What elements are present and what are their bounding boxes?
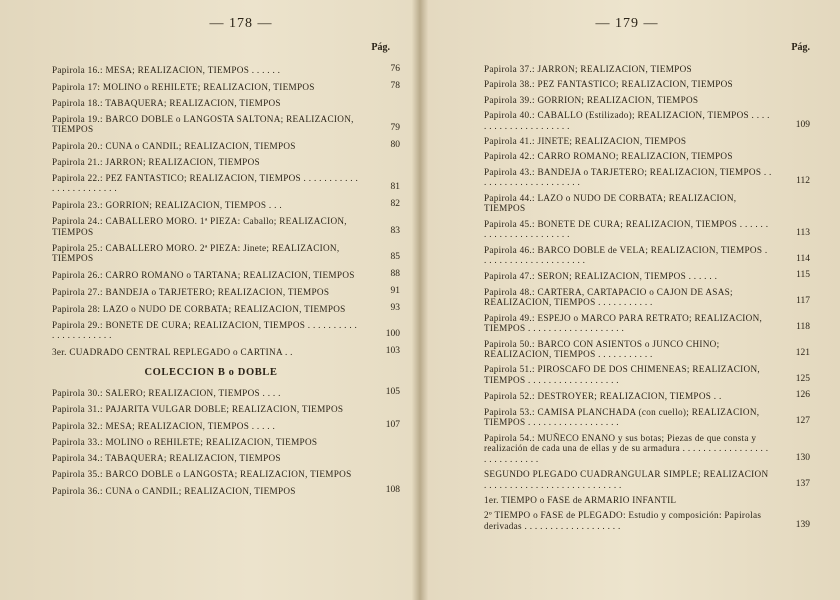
entry-title: Papirola 17: MOLINO o REHILETE; REALIZACION, TIEMPOS	[52, 81, 315, 92]
entry-title: Papirola 48.: CARTERA, CARTAPACIO o CAJON DE ASAS; REALIZACION, TIEMPOS . . . . . . . . . . .	[484, 286, 733, 308]
entry-page: 78	[390, 80, 400, 91]
toc-entry	[484, 270, 810, 282]
entry-title: Papirola 37.: JARRON; REALIZACION, TIEMPOS	[484, 64, 692, 74]
toc-list	[484, 64, 810, 531]
entry-title: Papirola 34.: TABAQUERA; REALIZACION, TIEMPOS	[52, 453, 281, 464]
entry-title: Papirola 21.: JARRON; REALIZACION, TIEMPOS	[52, 156, 260, 167]
entry-title: Papirola 26.: CARRO ROMANO o TARTANA; REALIZACION, TIEMPOS	[52, 269, 355, 280]
entry-page	[772, 104, 810, 105]
entry-title: Papirola 49.: ESPEJO o MARCO PARA RETRATO; REALIZACION, TIEMPOS . . . . . . . . . . . . . . . . . . .	[484, 312, 763, 334]
toc-list-b	[52, 387, 400, 496]
entry-title: Papirola 27.: BANDEJA o TARJETERO; REALIZACION, TIEMPOS	[52, 286, 330, 297]
toc-entry	[484, 136, 810, 147]
toc-entry	[52, 485, 400, 497]
entry-page: 127	[795, 416, 810, 427]
entry-page: 88	[390, 268, 400, 279]
toc-entry	[52, 81, 400, 93]
entry-title: Papirola 42.: CARRO ROMANO; REALIZACION, TIEMPOS	[484, 151, 733, 162]
toc-entry	[52, 243, 400, 264]
entry-title: 1er. TIEMPO o FASE de ARMARIO INFANTIL	[484, 494, 677, 505]
toc-entry	[52, 387, 400, 399]
entry-page	[362, 107, 400, 108]
entry-title: SEGUNDO PLEGADO CUADRANGULAR SIMPLE; REALIZACION . . . . . . . . . . . . . . . . . . . . . . . . . . .	[484, 469, 769, 490]
entry-page	[772, 74, 810, 75]
entry-page: 113	[796, 228, 810, 239]
entry-title: Papirola 30.: SALERO; REALIZACION, TIEMPOS . . . .	[52, 388, 281, 399]
entry-page: 83	[390, 225, 400, 236]
entry-page	[362, 447, 400, 448]
entry-title: Papirola 41.: JINETE; REALIZACION, TIEMPOS	[484, 136, 687, 147]
entry-page: 79	[390, 123, 400, 134]
entry-page	[362, 414, 400, 415]
page-number: — 179 —	[595, 16, 659, 31]
entry-title: Papirola 20.: CUNA o CANDIL; REALIZACION, TIEMPOS	[52, 141, 296, 152]
entry-page: 139	[795, 519, 810, 530]
entry-title: Papirola 39.: GORRION; REALIZACION, TIEMPOS	[484, 94, 699, 105]
entry-title: Papirola 38.: PEZ FANTASTICO; REALIZACION, TIEMPOS	[484, 79, 733, 90]
entry-title: Papirola 25.: CABALLERO MORO. 2ª PIEZA: Jinete; REALIZACION, TIEMPOS	[52, 242, 340, 264]
entry-page	[772, 213, 810, 214]
toc-entry	[52, 320, 400, 341]
entry-title: Papirola 23.: GORRION; REALIZACION, TIEMPOS . . .	[52, 200, 282, 211]
entry-title: Papirola 45.: BONETE DE CURA; REALIZACION, TIEMPOS . . . . . . . . . . . . . . . . . . . . . . .	[484, 218, 769, 240]
entry-title: Papirola 18.: TABAQUERA; REALIZACION, TIEMPOS	[52, 97, 281, 108]
entry-title: Papirola 47.: SERON; REALIZACION, TIEMPOS . . . . . .	[484, 271, 718, 282]
entry-title: Papirola 46.: BARCO DOBLE de VELA; REALIZACION, TIEMPOS . . . . . . . . . . . . . . . . . . . . .	[484, 244, 768, 266]
entry-title: Papirola 50.: BARCO CON ASIENTOS o JUNCO CHINO; REALIZACION, TIEMPOS . . . . . . . . . . .	[484, 338, 720, 360]
toc-entry	[52, 269, 400, 281]
toc-entry	[484, 407, 810, 428]
entry-page: 82	[390, 199, 400, 210]
entry-title: Papirola 52.: DESTROYER; REALIZACION, TIEMPOS . .	[484, 391, 722, 402]
entry-title: Papirola 51.: PIROSCAFO DE DOS CHIMENEAS; REALIZACION, TIEMPOS . . . . . . . . . . . . . . . . . .	[484, 364, 761, 385]
entry-title: Papirola 36.: CUNA o CANDIL; REALIZACION, TIEMPOS	[52, 485, 296, 496]
toc-entry	[52, 437, 400, 448]
entry-page: 100	[385, 329, 400, 340]
toc-entry	[484, 495, 810, 506]
toc-entry	[484, 339, 810, 360]
entry-page	[772, 89, 810, 90]
entry-title: Papirola 44.: LAZO o NUDO DE CORBATA; REALIZACION, TIEMPOS	[484, 192, 737, 214]
toc-entry	[484, 433, 810, 465]
entry-page	[772, 146, 810, 147]
toc-entry	[52, 453, 400, 464]
entry-page: 76	[390, 64, 400, 74]
toc-entry	[52, 303, 400, 315]
toc-entry	[484, 510, 810, 531]
toc-entry	[484, 313, 810, 334]
entry-page: 115	[796, 270, 810, 281]
entry-page: 126	[795, 390, 810, 401]
page-column-label: Pág.	[371, 42, 390, 53]
entry-page	[362, 478, 400, 479]
toc-entry	[484, 64, 810, 75]
page-column-label: Pág.	[791, 42, 810, 53]
toc-entry	[484, 110, 810, 131]
entry-page: 105	[385, 387, 400, 398]
entry-title: Papirola 32.: MESA; REALIZACION, TIEMPOS . . . . .	[52, 421, 276, 432]
right-page	[420, 0, 840, 600]
entry-page	[362, 463, 400, 464]
entry-page: 117	[796, 296, 810, 307]
toc-entry	[52, 469, 400, 480]
toc-entry	[484, 167, 810, 188]
entry-page: 91	[390, 285, 400, 296]
entry-title: Papirola 31.: PAJARITA VULGAR DOBLE; REALIZACION, TIEMPOS	[52, 404, 344, 415]
entry-page: 80	[390, 140, 400, 151]
entry-title: Papirola 35.: BARCO DOBLE o LANGOSTA; REALIZACION, TIEMPOS	[52, 468, 352, 479]
toc-entry	[484, 151, 810, 162]
entry-page: 130	[795, 452, 810, 463]
toc-entry	[484, 245, 810, 266]
entry-page: 107	[385, 420, 400, 431]
toc-entry	[52, 140, 400, 152]
toc-list	[52, 64, 400, 357]
entry-title: Papirola 19.: BARCO DOBLE o LANGOSTA SALTONA; REALIZACION, TIEMPOS	[52, 113, 354, 135]
entry-page: 112	[796, 176, 810, 187]
toc-entry	[484, 469, 810, 490]
toc-entry	[484, 390, 810, 402]
entry-page	[362, 166, 400, 167]
entry-title: 3er. CUADRADO CENTRAL REPLEGADO o CARTINA . .	[52, 346, 293, 357]
entry-page: 103	[385, 345, 400, 356]
entry-title: 2º TIEMPO o FASE de PLEGADO: Estudio y composición: Papirolas derivadas . . . . . . . . . . . . . . . . . . .	[484, 510, 762, 531]
toc-entry	[484, 219, 810, 240]
entry-page: 109	[795, 119, 810, 130]
toc-entry	[52, 157, 400, 168]
entry-title: Papirola 43.: BANDEJA o TARJETERO; REALIZACION, TIEMPOS . . . . . . . . . . . . . . . . . . . . .	[484, 166, 772, 188]
toc-entry	[52, 98, 400, 109]
toc-entry	[484, 79, 810, 90]
entry-title: Papirola 28: LAZO o NUDO DE CORBATA; REALIZACION, TIEMPOS	[52, 303, 346, 314]
toc-entry	[484, 193, 810, 214]
entry-page: 137	[795, 478, 810, 489]
entry-page: 118	[796, 322, 810, 333]
entry-page	[772, 504, 810, 505]
toc-entry	[52, 286, 400, 298]
entry-page: 81	[390, 182, 400, 193]
toc-entry	[52, 114, 400, 135]
page-number: — 178 —	[209, 16, 273, 31]
toc-entry	[484, 364, 810, 385]
entry-title: Papirola 22.: PEZ FANTASTICO; REALIZACION, TIEMPOS . . . . . . . . . . . . . . . . . . . . . . . .	[52, 172, 359, 194]
entry-title: Papirola 33.: MOLINO o REHILETE; REALIZACION, TIEMPOS	[52, 437, 318, 448]
entry-title: Papirola 29.: BONETE DE CURA; REALIZACION, TIEMPOS . . . . . . . . . . . . . . . . . . . . . .	[52, 319, 358, 341]
entry-page: 108	[385, 484, 400, 495]
toc-entry	[52, 346, 400, 358]
entry-page: 125	[795, 373, 810, 384]
section-heading: COLECCION B o DOBLE	[144, 367, 278, 379]
entry-title: Papirola 24.: CABALLERO MORO. 1ª PIEZA: Caballo; REALIZACION, TIEMPOS	[52, 216, 347, 237]
toc-entry	[484, 95, 810, 106]
entry-title: Papirola 16.: MESA; REALIZACION, TIEMPOS . . . . . .	[52, 65, 281, 75]
entry-page	[772, 161, 810, 162]
toc-entry	[52, 216, 400, 237]
entry-page: 85	[390, 252, 400, 263]
entry-page: 114	[796, 254, 810, 265]
entry-page: 93	[390, 302, 400, 313]
entry-title: Papirola 40.: CABALLO (Estilizado); REALIZACION, TIEMPOS . . . . . . . . . . . . . . . . . . . . .	[484, 110, 770, 131]
toc-entry	[52, 404, 400, 415]
entry-page: 121	[795, 348, 810, 359]
toc-entry	[52, 199, 400, 211]
toc-entry	[52, 420, 400, 432]
toc-entry	[52, 64, 400, 76]
toc-entry	[484, 287, 810, 308]
toc-entry	[52, 173, 400, 194]
entry-title: Papirola 54.: MUÑECO ENANO y sus botas; Piezas de que consta y realización de cada una de ellas y de su armadura . . . . . . . . . . . . . . . . . . . . . . . . . . . .	[484, 432, 769, 464]
entry-title: Papirola 53.: CAMISA PLANCHADA (con cuello); REALIZACION, TIEMPOS . . . . . . . . . . . . . . . . . .	[484, 406, 760, 428]
